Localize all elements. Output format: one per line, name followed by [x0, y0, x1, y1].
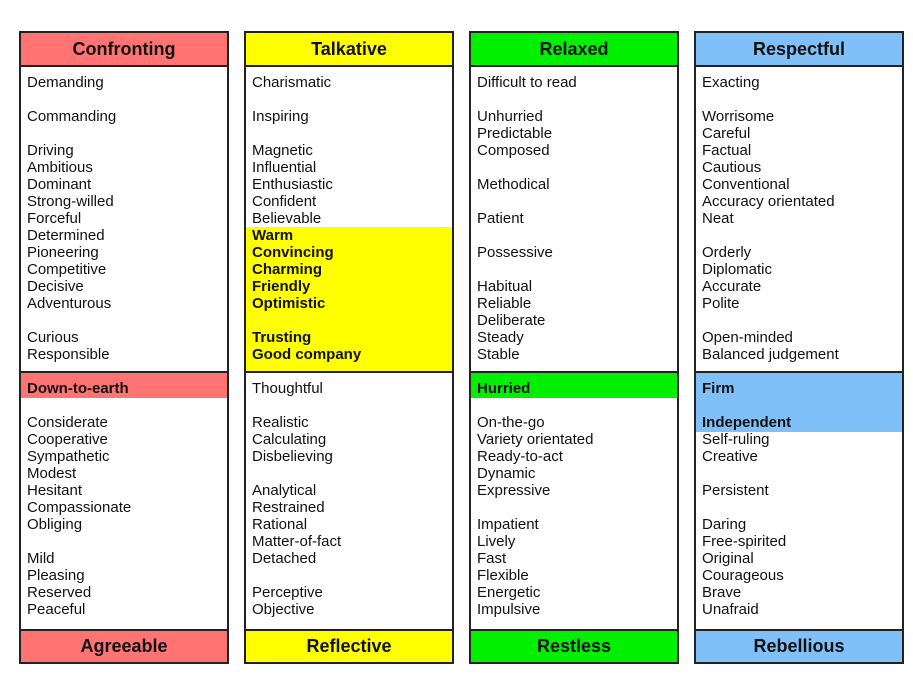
trait-highlighted: Good company: [252, 346, 362, 363]
trait-highlighted: Convincing: [252, 244, 334, 261]
trait: Calculating: [252, 431, 327, 448]
column-footer-restless: Restless: [471, 629, 677, 662]
trait: Reserved: [27, 584, 92, 601]
trait: Flexible: [477, 567, 529, 584]
trait: Realistic: [252, 414, 309, 431]
column-footer-reflective: Reflective: [246, 629, 452, 662]
trait: Cooperative: [27, 431, 108, 448]
trait: Deliberate: [477, 312, 546, 329]
trait: Peaceful: [27, 601, 86, 618]
trait: Accurate: [702, 278, 762, 295]
column-header-talkative: Talkative: [246, 33, 452, 67]
trait: Sympathetic: [27, 448, 110, 465]
trait: Diplomatic: [702, 261, 773, 278]
column-confronting: [19, 31, 229, 664]
trait: Worrisome: [702, 108, 775, 125]
column-relaxed: [469, 31, 679, 664]
trait: Factual: [702, 142, 752, 159]
trait: Magnetic: [252, 142, 313, 159]
trait: Thoughtful: [252, 380, 323, 397]
trait: Enthusiastic: [252, 176, 333, 193]
trait: Persistent: [702, 482, 769, 499]
trait: Decisive: [27, 278, 84, 295]
trait: Balanced judgement: [702, 346, 839, 363]
trait: Habitual: [477, 278, 533, 295]
trait: Orderly: [702, 244, 752, 261]
column-header-respectful: Respectful: [696, 33, 902, 67]
trait: Dominant: [27, 176, 92, 193]
trait: Stable: [477, 346, 520, 363]
trait: Free-spirited: [702, 533, 787, 550]
trait: Commanding: [27, 108, 117, 125]
trait: Considerate: [27, 414, 108, 431]
trait: Pleasing: [27, 567, 85, 584]
trait: Strong-willed: [27, 193, 114, 210]
trait: Cautious: [702, 159, 762, 176]
column-talkative: [244, 31, 454, 664]
trait: Believable: [252, 210, 322, 227]
trait: Dynamic: [477, 465, 536, 482]
trait: Adventurous: [27, 295, 112, 312]
trait-highlighted: Down-to-earth: [27, 380, 129, 397]
trait: Ambitious: [27, 159, 93, 176]
trait: Perceptive: [252, 584, 323, 601]
trait: Determined: [27, 227, 105, 244]
trait: Brave: [702, 584, 742, 601]
trait: Unhurried: [477, 108, 543, 125]
trait: Expressive: [477, 482, 551, 499]
trait: Detached: [252, 550, 317, 567]
top-trait-list: [246, 67, 452, 371]
top-trait-list: [471, 67, 677, 371]
trait: Curious: [27, 329, 79, 346]
trait: Self-ruling: [702, 431, 770, 448]
trait: Impulsive: [477, 601, 541, 618]
trait-highlighted: Warm: [252, 227, 294, 244]
trait-highlighted: Charming: [252, 261, 323, 278]
trait: Reliable: [477, 295, 532, 312]
trait: Unafraid: [702, 601, 759, 618]
trait: Energetic: [477, 584, 541, 601]
trait: Analytical: [252, 482, 317, 499]
trait: Accuracy orientated: [702, 193, 835, 210]
trait: Original: [702, 550, 754, 567]
trait: Confident: [252, 193, 317, 210]
trait: Courageous: [702, 567, 784, 584]
trait: Variety orientated: [477, 431, 594, 448]
column-footer-agreeable: Agreeable: [21, 629, 227, 662]
trait: Pioneering: [27, 244, 99, 261]
trait-highlighted: Optimistic: [252, 295, 326, 312]
trait: Charismatic: [252, 74, 332, 91]
bottom-trait-list: [246, 373, 452, 629]
top-trait-list: [696, 67, 902, 371]
trait: Open-minded: [702, 329, 793, 346]
trait: Rational: [252, 516, 308, 533]
trait: Steady: [477, 329, 524, 346]
trait: Possessive: [477, 244, 553, 261]
trait: Mild: [27, 550, 55, 567]
trait: Compassionate: [27, 499, 132, 516]
trait: Impatient: [477, 516, 539, 533]
trait: Demanding: [27, 74, 104, 91]
trait: Obliging: [27, 516, 83, 533]
column-footer-rebellious: Rebellious: [696, 629, 902, 662]
trait: Inspiring: [252, 108, 309, 125]
trait: Careful: [702, 125, 751, 142]
trait: Difficult to read: [477, 74, 577, 91]
trait: Objective: [252, 601, 315, 618]
trait: Polite: [702, 295, 740, 312]
trait: Hesitant: [27, 482, 83, 499]
trait-highlighted: Hurried: [477, 380, 531, 397]
trait: Daring: [702, 516, 747, 533]
bottom-trait-list: [471, 373, 677, 629]
trait: Matter-of-fact: [252, 533, 342, 550]
trait: Disbelieving: [252, 448, 333, 465]
column-header-relaxed: Relaxed: [471, 33, 677, 67]
trait: Responsible: [27, 346, 110, 363]
trait: On-the-go: [477, 414, 545, 431]
trait-highlighted: Friendly: [252, 278, 311, 295]
top-trait-list: [21, 67, 227, 371]
trait: Exacting: [702, 74, 760, 91]
trait: Predictable: [477, 125, 553, 142]
column-respectful: [694, 31, 904, 664]
trait-highlighted: Trusting: [252, 329, 312, 346]
trait-highlighted: Firm: [702, 380, 735, 397]
trait: Competitive: [27, 261, 107, 278]
trait: Restrained: [252, 499, 325, 516]
trait: Modest: [27, 465, 77, 482]
trait: Patient: [477, 210, 524, 227]
trait: Fast: [477, 550, 507, 567]
trait: Driving: [27, 142, 74, 159]
trait: Composed: [477, 142, 550, 159]
trait: Neat: [702, 210, 734, 227]
trait: Ready-to-act: [477, 448, 563, 465]
bottom-trait-list: [696, 373, 902, 629]
bottom-trait-list: [21, 373, 227, 629]
trait: Lively: [477, 533, 516, 550]
trait-highlighted: Independent: [702, 414, 792, 431]
trait: Methodical: [477, 176, 550, 193]
trait: Conventional: [702, 176, 790, 193]
trait: Creative: [702, 448, 758, 465]
trait: Forceful: [27, 210, 82, 227]
trait: Influential: [252, 159, 317, 176]
column-header-confronting: Confronting: [21, 33, 227, 67]
